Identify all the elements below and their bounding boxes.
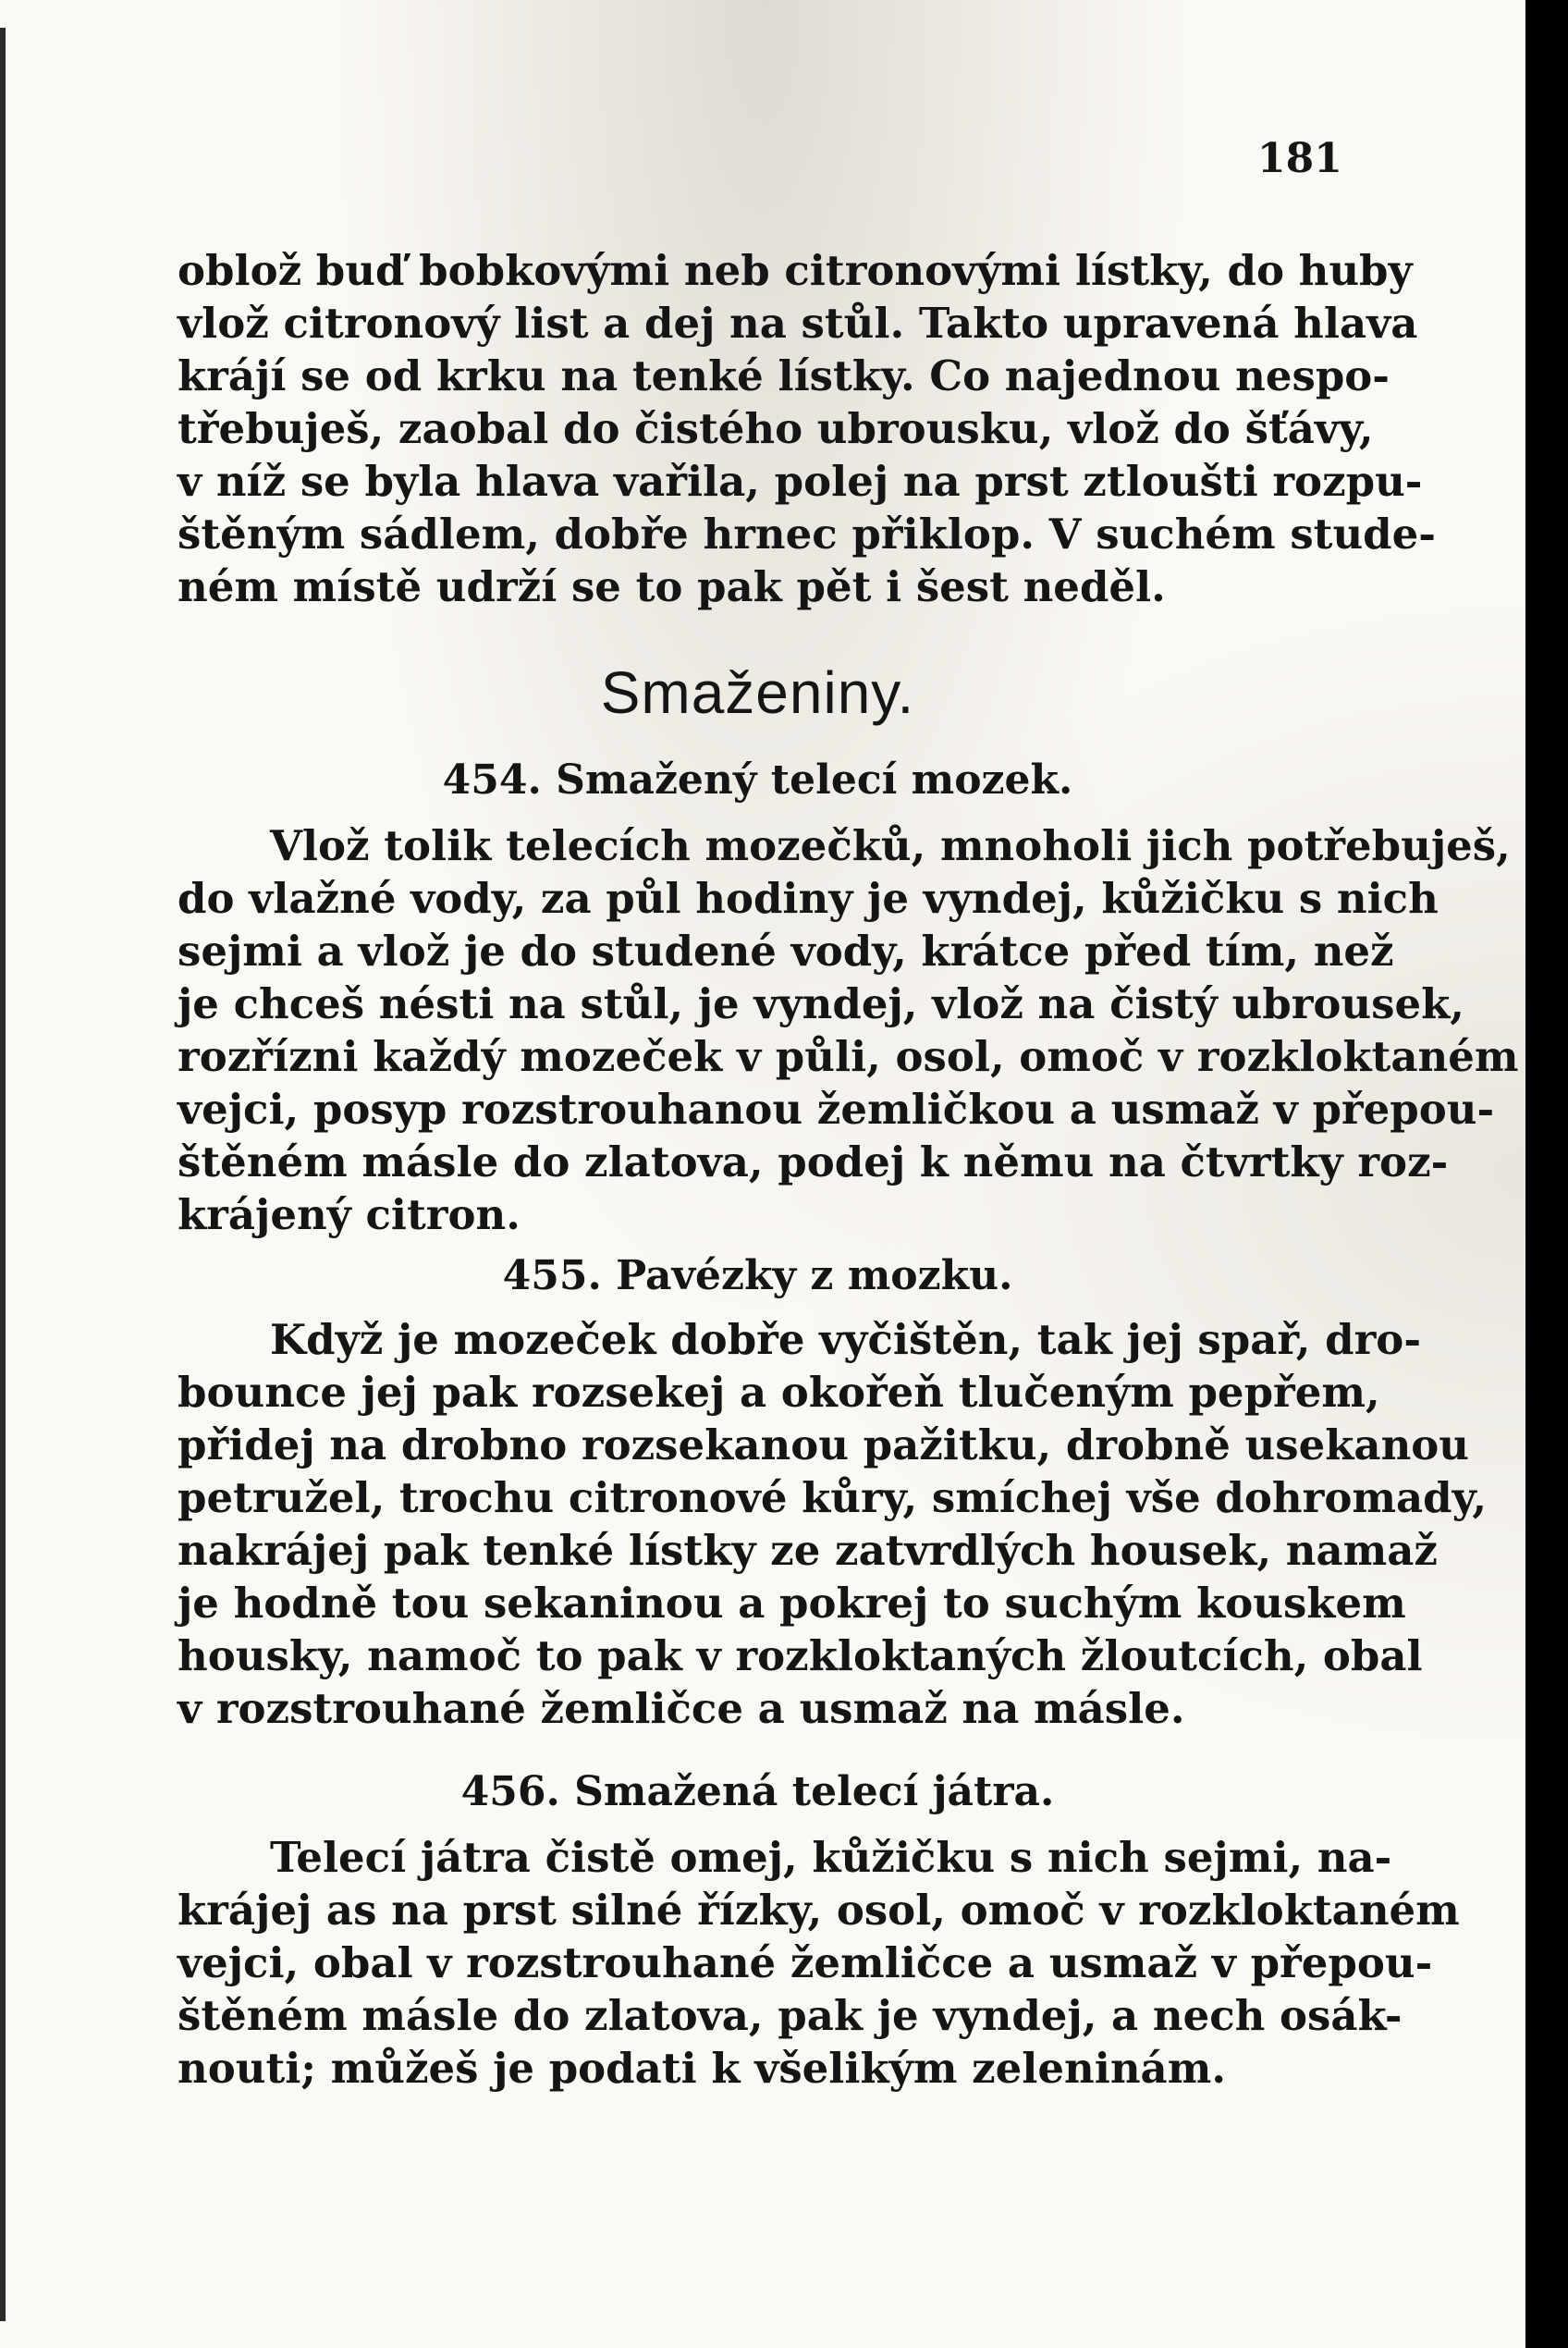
text-line: vejci, obal v rozstrouhané žemličce a usmaž v přepou- bbox=[178, 1938, 1433, 1987]
text-line: krájí se od krku na tenké lístky. Co najednou nespo- bbox=[178, 351, 1390, 400]
intro-paragraph bbox=[178, 244, 1436, 613]
text-line: štěným sádlem, dobře hrnec přiklop. V suchém stude- bbox=[178, 510, 1436, 559]
text-line: do vlažné vody, za půl hodiny je vyndej, kůžičku s nich bbox=[178, 874, 1439, 923]
text-line: Telecí játra čistě omej, kůžičku s nich sejmi, na- bbox=[270, 1833, 1392, 1882]
text-line: ném místě udrží se to pak pět i šest neděl. bbox=[178, 562, 1166, 611]
text-line: nakrájej pak tenké lístky ze zatvrdlých housek, namaž bbox=[178, 1526, 1438, 1575]
text-line: je chceš nésti na stůl, je vyndej, vlož na čistý ubrousek, bbox=[178, 979, 1464, 1028]
section-title: Smaženiny. bbox=[600, 659, 915, 726]
text-line: Vlož tolik telecích mozečků, mnoholi jich potřebuješ, bbox=[270, 821, 1511, 870]
text-line: vejci, posyp rozstrouhanou žemličkou a usmaž v přepou- bbox=[178, 1085, 1495, 1134]
text-line: štěném másle do zlatova, podej k němu na čtvrtky roz- bbox=[178, 1137, 1449, 1186]
text-line: třebuješ, zaobal do čistého ubrousku, vlož do šťávy, bbox=[178, 404, 1374, 453]
recipe-heading-454: 454. Smažený telecí mozek. bbox=[442, 756, 1073, 804]
text-line: krájej as na prst silné řízky, osol, omoč v rozkloktaném bbox=[178, 1886, 1460, 1935]
text-line: petružel, trochu citronové kůry, smíchej vše dohromady, bbox=[178, 1473, 1488, 1522]
text-line: v níž se byla hlava vařila, polej na prst ztloušti rozpu- bbox=[178, 457, 1423, 506]
text-line: v rozstrouhané žemličce a usmaž na másle. bbox=[178, 1684, 1185, 1733]
recipe-body-456 bbox=[178, 1831, 1460, 2095]
text-line: housky, namoč to pak v rozkloktaných žloutcích, obal bbox=[178, 1631, 1423, 1680]
text-line: bounce jej pak rozsekej a okořeň tlučeným pepřem, bbox=[178, 1368, 1380, 1417]
text-line: štěném másle do zlatova, pak je vyndej, a nech osák- bbox=[178, 1991, 1403, 2040]
text-line: sejmi a vlož je do studené vody, krátce před tím, než bbox=[178, 927, 1394, 976]
text-line: vlož citronový list a dej na stůl. Takto upravená hlava bbox=[178, 299, 1418, 348]
text-line: je hodně tou sekaninou a pokrej to suchým kouskem bbox=[178, 1579, 1406, 1628]
recipe-body-454 bbox=[178, 819, 1519, 1241]
text-line: nouti; můžeš je podati k všelikým zeleninám. bbox=[178, 2044, 1226, 2093]
recipe-heading-456: 456. Smažená telecí játra. bbox=[460, 1768, 1055, 1815]
text-line: rozřízni každý mozeček v půli, osol, omoč v rozkloktaném bbox=[178, 1032, 1519, 1081]
page-number: 181 bbox=[1257, 135, 1342, 182]
recipe-heading-455: 455. Pavézky z mozku. bbox=[502, 1252, 1013, 1299]
page-spine-edge bbox=[0, 28, 6, 2321]
scan-background-edge bbox=[1525, 0, 1568, 2348]
text-line: oblož buď bobkovými neb citronovými lístky, do huby bbox=[178, 246, 1413, 295]
text-line: krájený citron. bbox=[178, 1190, 521, 1239]
recipe-body-455 bbox=[178, 1313, 1488, 1735]
text-line: Když je mozeček dobře vyčištěn, tak jej spař, dro- bbox=[270, 1315, 1421, 1364]
text-line: přidej na drobno rozsekanou pažitku, drobně usekanou bbox=[178, 1420, 1470, 1469]
